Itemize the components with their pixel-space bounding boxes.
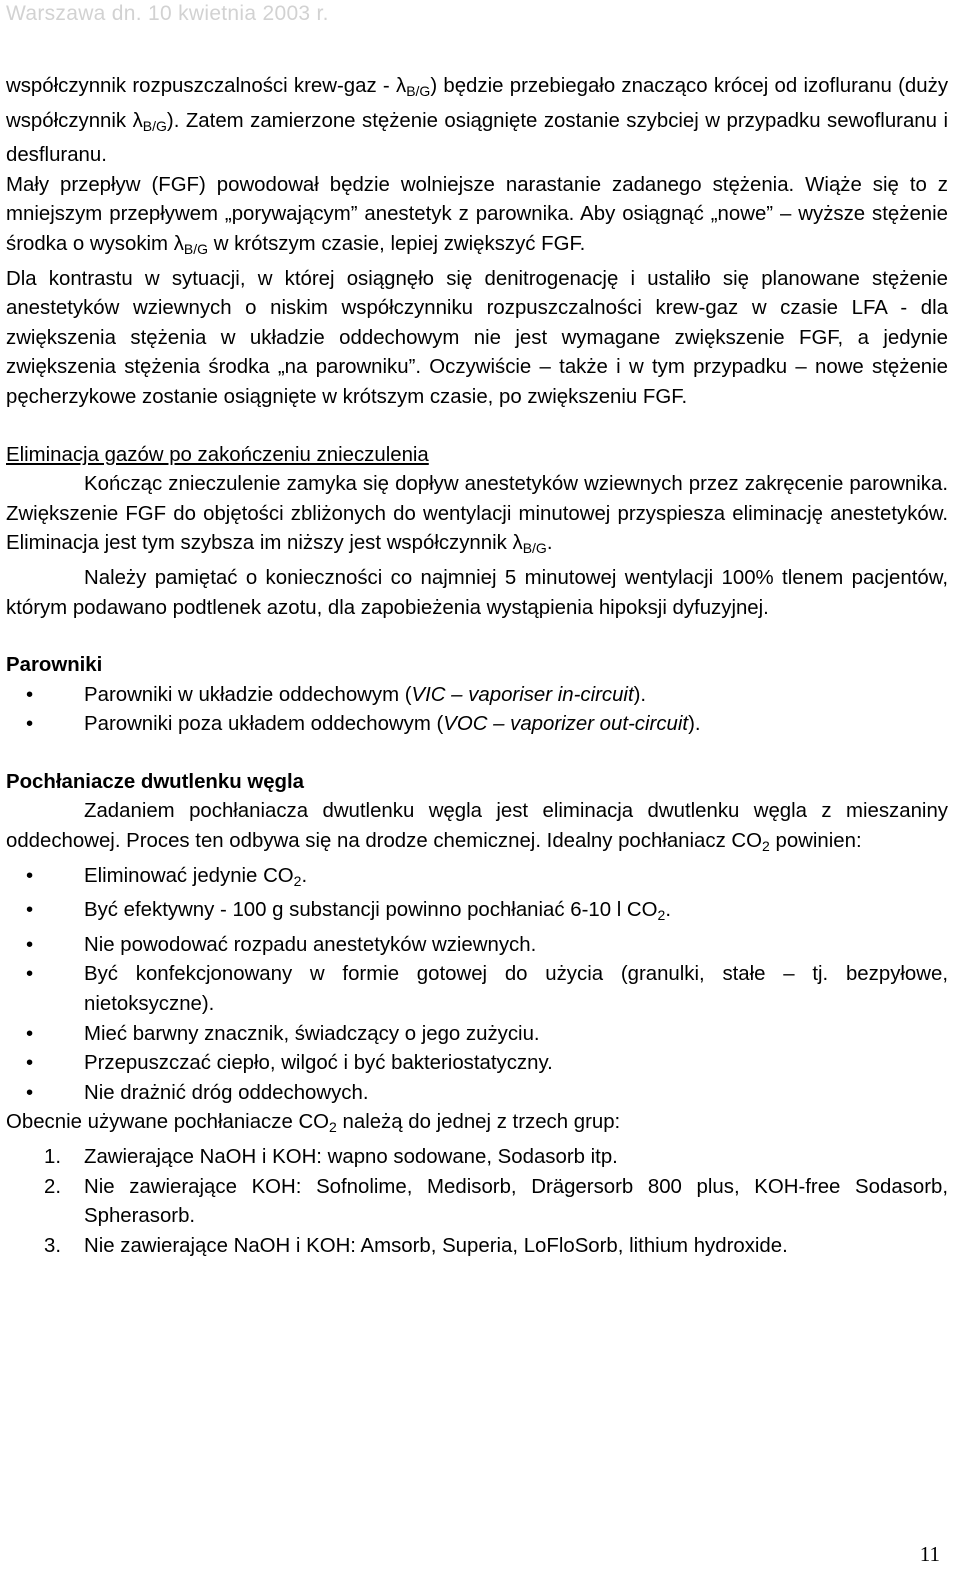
absorber-requirements-list [6, 862, 948, 1109]
absorbers-heading: Pochłaniacze dwutlenku węgla [6, 770, 305, 793]
list-item: • Parowniki w układzie oddechowym (VIC – vaporiser in-circuit). [6, 681, 948, 711]
list-item: • Mieć barwny znacznik, świadczący o jego zużyciu. [6, 1020, 948, 1050]
list-item: • Przepuszczać ciepło, wilgoć i być bakteriostatyczny. [6, 1049, 948, 1079]
bullet-icon: • [26, 683, 34, 706]
bullet-icon: • [26, 899, 34, 922]
list-item: • Nie drażnić dróg oddechowych. [6, 1079, 948, 1109]
list-item: • Być konfekcjonowany w formie gotowej do użycia (granulki, stałe – tj. bezpyłowe, nietoksyczne). [6, 960, 948, 1019]
vaporizers-heading: Parowniki [6, 654, 103, 677]
elimination-paragraph-2: Należy pamiętać o konieczności co najmniej 5 minutowej wentylacji 100% tlenem pacjentów, którym podawano podtlenek azotu, dla zapobieżenia wystąpienia hipoksji dyfuzyjnej. [6, 566, 948, 619]
list-item: • Nie powodować rozpadu anestetyków wziewnych. [6, 931, 948, 961]
bullet-icon: • [26, 963, 34, 986]
bullet-icon: • [26, 1081, 34, 1104]
page-number: 11 [919, 1542, 940, 1566]
absorbers-section [6, 768, 948, 1262]
intro-paragraph-3: Dla kontrastu w sytuacji, w której osiągnęło się denitrogenację i ustaliło się planowane stężenie anestetyków wziewnych o niskim współczynniku rozpuszczalności krew-gaz w czasie LFA - dla zwiększenia stężenia w układzie oddechowym nie jest wymagane zwiększenie FGF, a jedynie zwiększenia stężenia środka „na parowniku”. Oczywiście – także i w tym przypadku – nowe stężenie pęcherzykowe zostanie osiągnięte w krótszym czasie, po zwiększeniu FGF. [6, 267, 948, 408]
list-item: 3. Nie zawierające NaOH i KOH: Amsorb, Superia, LoFloSorb, lithium hydroxide. [44, 1234, 788, 1257]
absorbers-paragraph-1: Zadaniem pochłaniacza dwutlenku węgla jest eliminacja dwutlenku węgla z mieszaniny oddechowej. Proces ten odbywa się na drodze chemicznej. Idealny pochłaniacz CO2 powinien: [6, 800, 948, 855]
elimination-section [6, 441, 948, 624]
document-body [6, 72, 948, 1261]
bullet-icon: • [26, 1052, 34, 1075]
list-item: • Być efektywny - 100 g substancji powinno pochłaniać 6-10 l CO2. [6, 896, 948, 931]
list-item: • Parowniki poza układem oddechowym (VOC – vaporizer out-circuit). [6, 710, 948, 740]
list-item: 1. Zawierające NaOH i KOH: wapno sodowane, Sodasorb itp. [44, 1146, 618, 1168]
absorber-groups-list [6, 1143, 948, 1261]
bullet-icon: • [26, 864, 34, 887]
date-watermark: Warszawa dn. 10 kwietnia 2003 r. [6, 2, 329, 25]
vaporizers-section [6, 651, 948, 740]
bullet-icon: • [26, 1022, 34, 1045]
intro-paragraph-2: Mały przepływ (FGF) powodował będzie wolniejsze narastanie zadanego stężenia. Wiąże się to z mniejszym przepływem „porywającym” anestetyk z parownika. Aby osiągnąć „nowe” – wyższe stężenie środka o wysokim λB/G w krótszym czasie, lepiej zwiększyć FGF. [6, 173, 948, 257]
elimination-paragraph-1: Kończąc znieczulenie zamyka się dopływ anestetyków wziewnych przez zakręcenie parownika. Zwiększenie FGF do objętości zbliżonych do wentylacji minutowej przyspiesza eliminację anestetyków. Eliminacja jest tym szybsza im niższy jest współczynnik λB/G. [6, 473, 948, 557]
list-item: • Eliminować jedynie CO2. [6, 862, 948, 897]
vaporizers-list [6, 681, 948, 740]
bullet-icon: • [26, 713, 34, 736]
elimination-heading: Eliminacja gazów po zakończeniu znieczulenia [6, 443, 429, 466]
absorbers-paragraph-2: Obecnie używane pochłaniacze CO2 należą do jednej z trzech grup: [6, 1111, 621, 1136]
bullet-icon: • [26, 933, 34, 956]
intro-paragraph-1: współczynnik rozpuszczalności krew-gaz - λB/G) będzie przebiegało znacząco krócej od izofluranu (duży współczynnik λB/G). Zatem zamierzone stężenie osiągnięte zostanie szybciej w przypadku sewofluranu i desfluranu. [6, 75, 949, 167]
list-item: 2. Nie zawierające KOH: Sofnolime, Medisorb, Drägersorb 800 plus, KOH-free Sodasorb, Spherasorb. [44, 1175, 948, 1228]
